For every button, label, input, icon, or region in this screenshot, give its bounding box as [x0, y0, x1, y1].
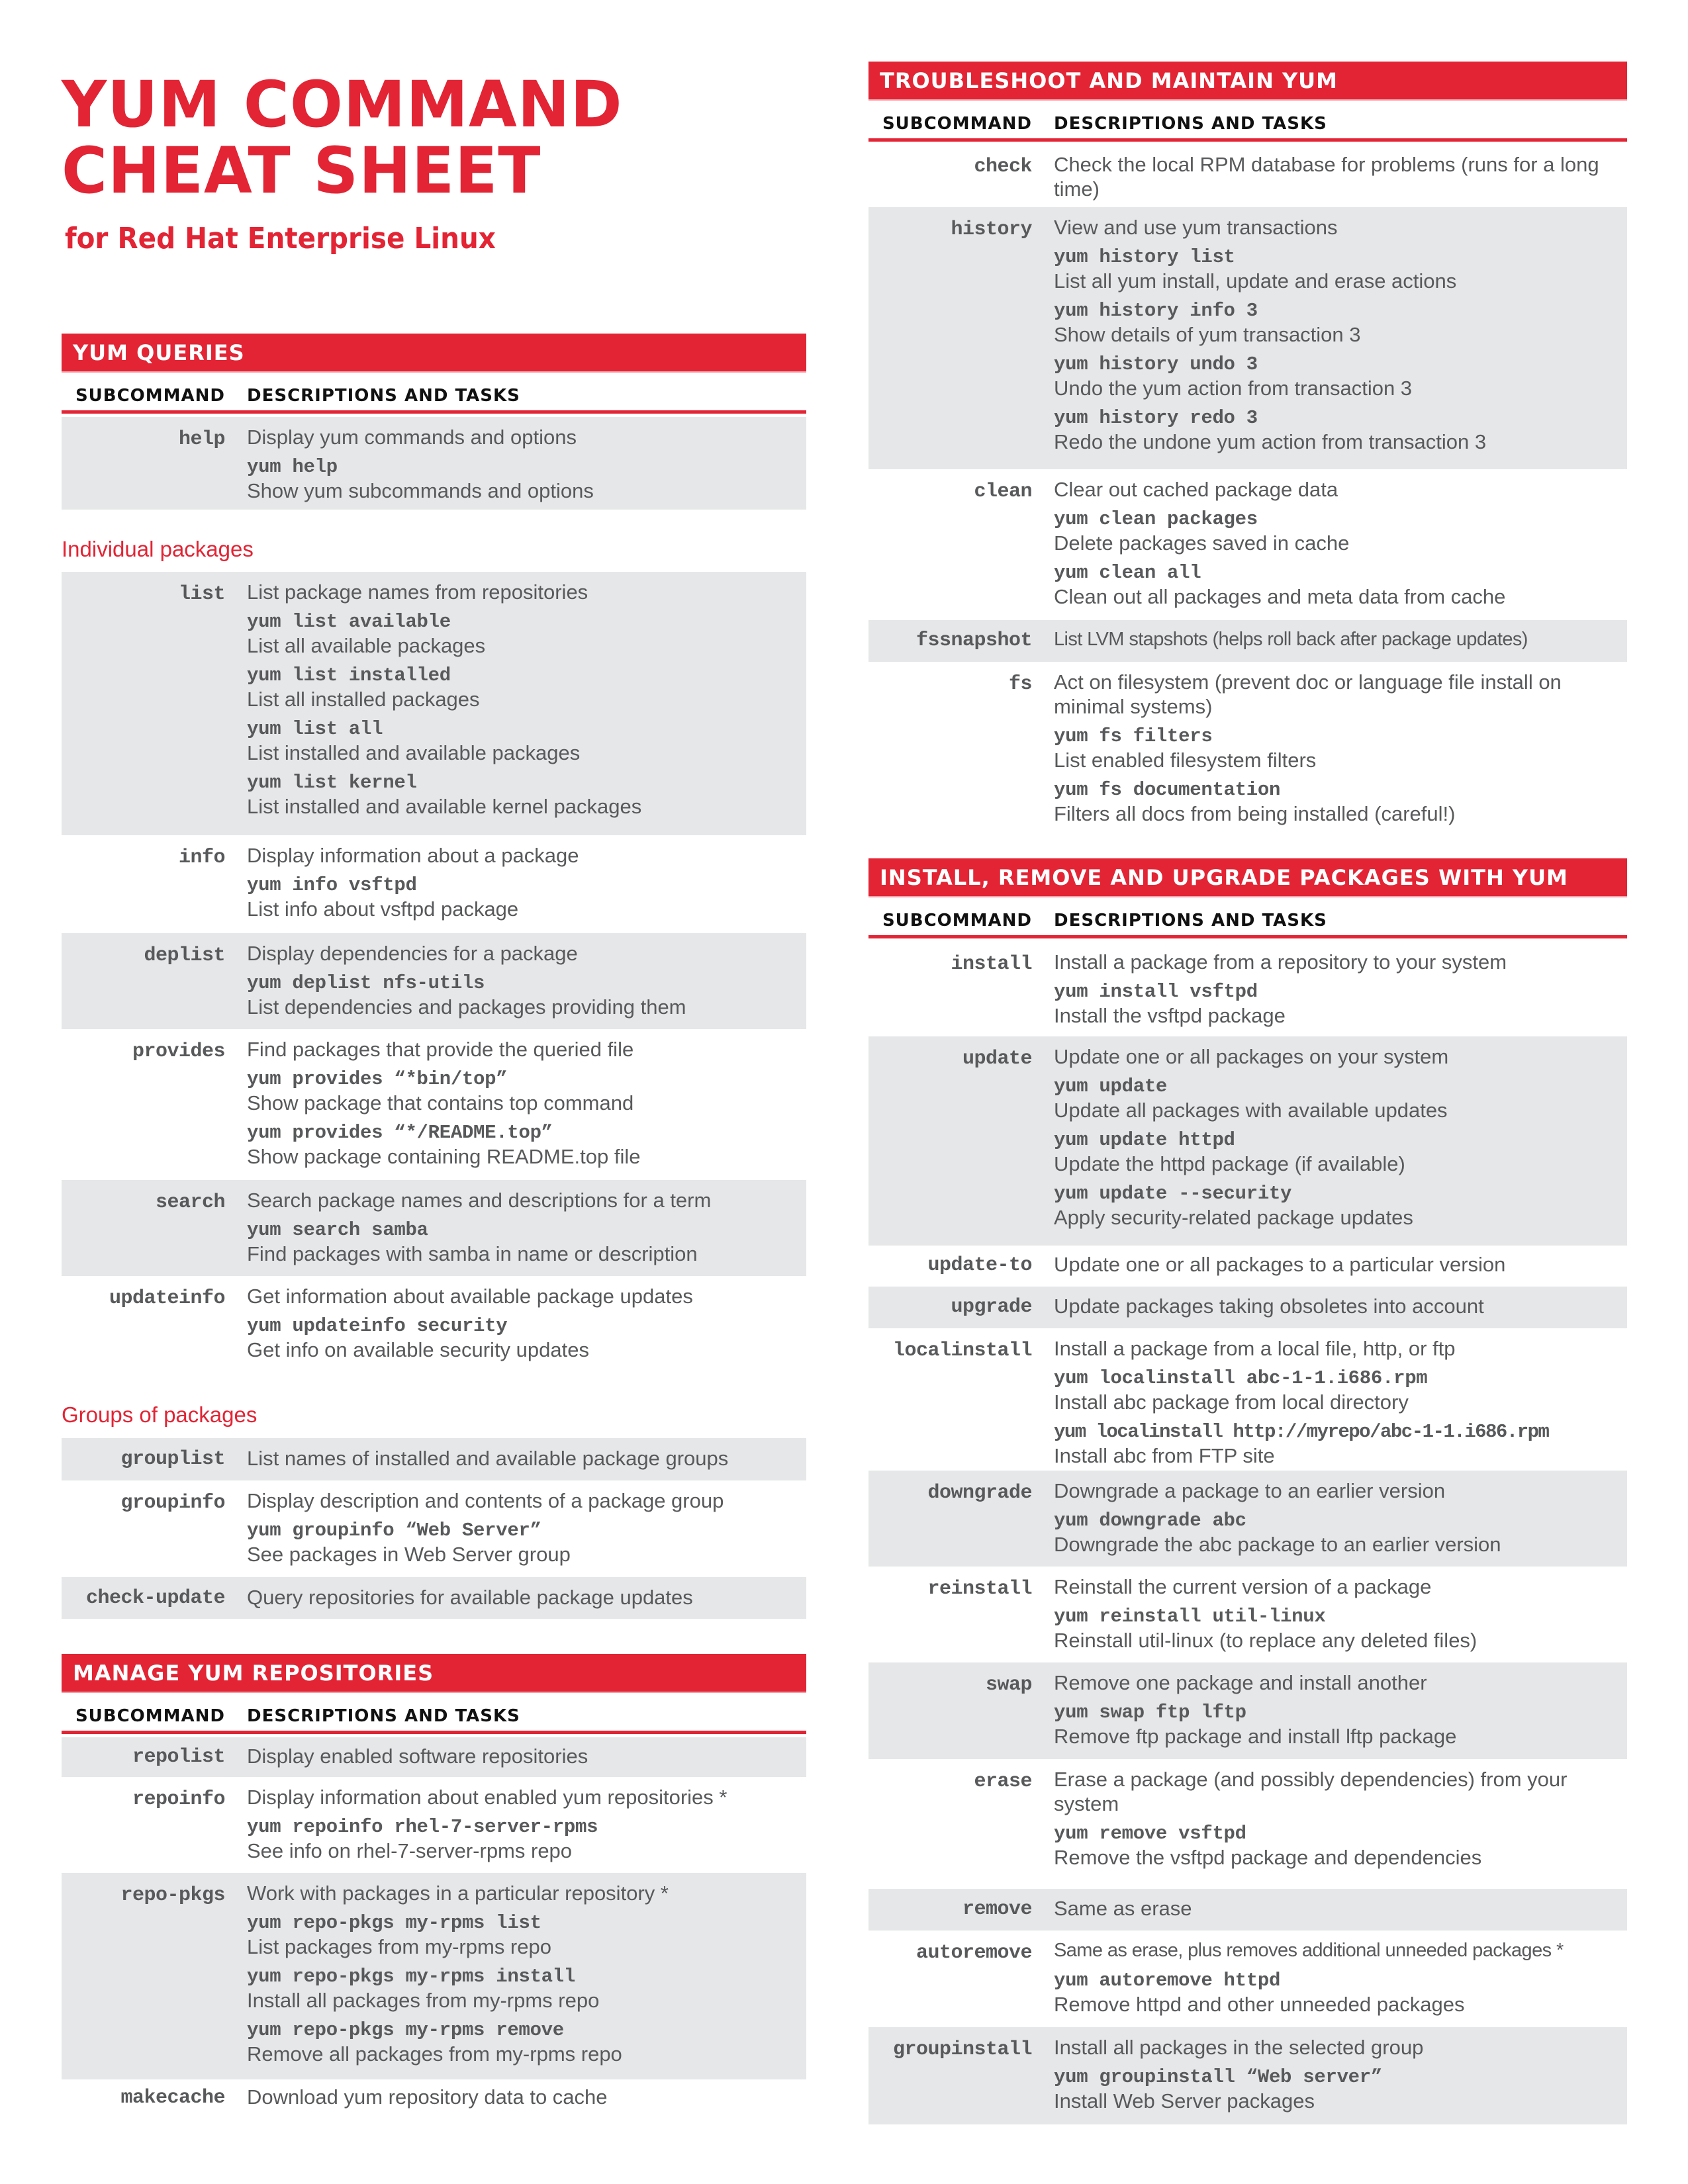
- example-description: Update all packages with available updates: [1054, 1099, 1448, 1122]
- example-description: Find packages with samba in name or description: [247, 1242, 698, 1265]
- example: [1054, 725, 1620, 772]
- example: [247, 1911, 800, 1959]
- example-description: List packages from my-rpms repo: [247, 1935, 551, 1958]
- description-text: Install a package from a repository to your system: [1054, 950, 1507, 974]
- table-row-fssnapshot: [868, 620, 1627, 662]
- example-description: See packages in Web Server group: [247, 1543, 571, 1566]
- subcommand: install: [951, 953, 1032, 976]
- table-row-update: [868, 1036, 1627, 1246]
- example-description: Remove ftp package and install lftp package: [1054, 1725, 1457, 1748]
- table-row-localinstall: [868, 1328, 1627, 1471]
- example-command: yum repo-pkgs my-rpms remove: [247, 2019, 564, 2041]
- description: [247, 425, 800, 503]
- example: [247, 717, 800, 765]
- example: [1054, 1969, 1620, 2017]
- example-description: Install abc package from local directory: [1054, 1390, 1409, 1414]
- subcommand: downgrade: [927, 1482, 1032, 1504]
- description-text: Query repositories for available package updates: [247, 1586, 693, 1609]
- example-description: Install abc from FTP site: [1054, 1444, 1275, 1467]
- description-text: Clear out cached package data: [1054, 478, 1338, 501]
- example-command: yum list all: [247, 718, 383, 740]
- example: [1054, 299, 1620, 347]
- table-row-grouplist: [62, 1438, 806, 1480]
- description: [1054, 2035, 1620, 2113]
- description-text: Find packages that provide the queried file: [247, 1038, 634, 1061]
- description-text: Update one or all packages to a particular version: [1054, 1253, 1506, 1276]
- example-command: yum reinstall util-linux: [1054, 1606, 1326, 1627]
- subcommand: groupinstall: [892, 2038, 1032, 2061]
- table-row-check-update: [62, 1577, 806, 1619]
- table-row-updateinfo: [62, 1276, 806, 1372]
- description: [1054, 1336, 1620, 1468]
- example-description: List info about vsftpd package: [247, 897, 519, 921]
- description-text: Display enabled software repositories: [247, 1745, 588, 1768]
- example-description: Show yum subcommands and options: [247, 479, 594, 502]
- example: [1054, 246, 1620, 293]
- example: [247, 1121, 800, 1169]
- section-yum-queries: [62, 334, 806, 414]
- example: [1054, 1509, 1620, 1557]
- description: [247, 941, 800, 1019]
- subcommand: deplist: [144, 944, 225, 967]
- example: [247, 1815, 800, 1863]
- description: [1054, 1479, 1620, 1557]
- example-command: yum groupinfo “Web Server”: [247, 1520, 541, 1541]
- subcommand: makecache: [120, 2087, 225, 2109]
- example: [247, 1965, 800, 2013]
- example-description: Get info on available security updates: [247, 1338, 589, 1361]
- example: [1054, 1605, 1620, 1653]
- example-description: See info on rhel-7-server-rpms repo: [247, 1839, 573, 1862]
- description-text: List names of installed and available package groups: [247, 1447, 729, 1470]
- column-header-subcommand: SUBCOMMAND: [75, 386, 225, 406]
- column-header-descriptions: DESCRIPTIONS AND TASKS: [247, 386, 520, 406]
- column-header-descriptions: DESCRIPTIONS AND TASKS: [247, 1706, 520, 1726]
- example: [1054, 980, 1620, 1028]
- section-title: MANAGE YUM REPOSITORIES: [62, 1654, 806, 1693]
- table-row-repolist: [62, 1737, 806, 1777]
- subcommand: list: [178, 583, 225, 606]
- example-description: Undo the yum action from transaction 3: [1054, 377, 1413, 400]
- page-subtitle: for Red Hat Enterprise Linux: [65, 222, 496, 255]
- description-text: Erase a package (and possibly dependencies) from your system: [1054, 1768, 1568, 1815]
- example-description: List installed and available kernel packages: [247, 795, 642, 818]
- example-description: Filters all docs from being installed (careful!): [1054, 802, 1456, 825]
- example: [247, 874, 800, 921]
- description: [247, 1446, 800, 1471]
- table-row-fs: [868, 662, 1627, 835]
- example-description: Reinstall util-linux (to replace any deleted files): [1054, 1629, 1477, 1652]
- title-line-1: YUM COMMAND: [62, 68, 623, 142]
- description: [1054, 152, 1620, 201]
- example: [1054, 1420, 1620, 1468]
- description: [1054, 1574, 1620, 1653]
- example: [247, 1519, 800, 1567]
- example-description: Clean out all packages and meta data from cache: [1054, 585, 1506, 608]
- subcommand: erase: [974, 1770, 1032, 1793]
- example-command: yum provides “*bin/top”: [247, 1068, 508, 1090]
- table-row-makecache: [62, 2079, 806, 2119]
- example-description: Redo the undone yum action from transaction 3: [1054, 430, 1487, 453]
- description: [1054, 1938, 1620, 2017]
- description: [247, 1188, 800, 1266]
- subcommand: groupinfo: [120, 1492, 225, 1514]
- subcommand: fs: [1008, 673, 1032, 696]
- description-text: Check the local RPM database for problems (runs for a long time): [1054, 153, 1599, 201]
- description-text: List LVM stapshots (helps roll back after package updates): [1054, 629, 1528, 650]
- example: [247, 1068, 800, 1115]
- table-row-provides: [62, 1029, 806, 1180]
- table-row-info: [62, 835, 806, 933]
- example-command: yum downgrade abc: [1054, 1510, 1246, 1531]
- title-line-2: CHEAT SHEET: [62, 134, 541, 208]
- example: [247, 610, 800, 658]
- description-text: Install all packages in the selected group: [1054, 2036, 1424, 2059]
- example-description: Apply security-related package updates: [1054, 1206, 1413, 1229]
- subheading-groups-of-packages: Groups of packages: [62, 1402, 258, 1427]
- section-title: TROUBLESHOOT AND MAINTAIN YUM: [868, 62, 1627, 101]
- example: [1054, 778, 1620, 826]
- description-text: List package names from repositories: [247, 580, 588, 604]
- description: [247, 843, 800, 921]
- example-description: Show details of yum transaction 3: [1054, 323, 1361, 346]
- description: [1054, 1252, 1620, 1277]
- table-header: [868, 897, 1627, 938]
- example: [1054, 353, 1620, 400]
- example-command: yum clean packages: [1054, 508, 1258, 530]
- subcommand: update-to: [927, 1254, 1032, 1277]
- table-row-repo-pkgs: [62, 1873, 806, 2079]
- example: [247, 1314, 800, 1362]
- subcommand: repo-pkgs: [120, 1884, 225, 1907]
- subcommand: grouplist: [120, 1448, 225, 1471]
- description-text: Remove one package and install another: [1054, 1671, 1427, 1694]
- table-row-groupinfo: [62, 1480, 806, 1577]
- section-title: YUM QUERIES: [62, 334, 806, 373]
- example-command: yum provides “*/README.top”: [247, 1122, 553, 1144]
- example-command: yum clean all: [1054, 562, 1201, 584]
- example-command: yum update --security: [1054, 1183, 1292, 1205]
- description-text: Install a package from a local file, http, or ftp: [1054, 1337, 1456, 1360]
- example-command: yum history list: [1054, 246, 1235, 268]
- table-row-erase: [868, 1759, 1627, 1889]
- example-command: yum help: [247, 456, 338, 478]
- example-description: List all available packages: [247, 634, 486, 657]
- example-command: yum update: [1054, 1075, 1168, 1097]
- example-command: yum updateinfo security: [247, 1315, 508, 1337]
- example-command: yum info vsftpd: [247, 874, 417, 896]
- description-text: Display information about a package: [247, 844, 579, 867]
- subcommand: autoremove: [915, 1942, 1032, 1964]
- description-text: Display yum commands and options: [247, 426, 577, 449]
- example-command: yum repo-pkgs my-rpms install: [247, 1966, 575, 1987]
- description-text: Reinstall the current version of a package: [1054, 1575, 1432, 1598]
- example-description: Downgrade the abc package to an earlier version: [1054, 1533, 1501, 1556]
- example-description: List all yum install, update and erase actions: [1054, 269, 1457, 293]
- example-command: yum swap ftp lftp: [1054, 1702, 1246, 1723]
- example: [1054, 508, 1620, 555]
- example-description: Remove all packages from my-rpms repo: [247, 2042, 622, 2066]
- example-description: Delete packages saved in cache: [1054, 531, 1350, 555]
- example-command: yum autoremove httpd: [1054, 1970, 1281, 1991]
- table-row-repoinfo: [62, 1777, 806, 1873]
- description-text: Downgrade a package to an earlier version: [1054, 1479, 1446, 1502]
- example-description: Update the httpd package (if available): [1054, 1152, 1405, 1175]
- description-text: Display dependencies for a package: [247, 942, 578, 965]
- example-command: yum install vsftpd: [1054, 981, 1258, 1003]
- subcommand: check-update: [85, 1587, 225, 1610]
- page-title: [62, 68, 623, 208]
- description: [247, 580, 800, 819]
- example: [1054, 1075, 1620, 1122]
- example: [1054, 1822, 1620, 1870]
- example: [247, 1218, 800, 1266]
- subcommand: remove: [962, 1898, 1032, 1921]
- description: [1054, 1670, 1620, 1749]
- example: [1054, 1182, 1620, 1230]
- table-row-autoremove: [868, 1931, 1627, 2027]
- example: [1054, 1367, 1620, 1414]
- description: [247, 1585, 800, 1610]
- example-description: Install all packages from my-rpms repo: [247, 1989, 600, 2012]
- description: [247, 1284, 800, 1362]
- example-description: Show package that contains top command: [247, 1091, 634, 1115]
- table-row-help: [62, 417, 806, 510]
- table-row-check: [868, 144, 1627, 207]
- description-text: View and use yum transactions: [1054, 216, 1338, 239]
- example-command: yum search samba: [247, 1219, 428, 1241]
- column-header-descriptions: DESCRIPTIONS AND TASKS: [1054, 114, 1327, 134]
- example: [247, 455, 800, 503]
- example-command: yum list kernel: [247, 772, 417, 794]
- example-command: yum list available: [247, 611, 451, 633]
- subcommand: check: [974, 156, 1032, 178]
- column-header-subcommand: SUBCOMMAND: [882, 911, 1032, 931]
- table-row-install: [868, 942, 1627, 1036]
- example-description: Show package containing README.top file: [247, 1145, 641, 1168]
- description-text: Update one or all packages on your system: [1054, 1045, 1449, 1068]
- subheading-individual-packages: Individual packages: [62, 537, 254, 561]
- description-text: Search package names and descriptions for a term: [247, 1189, 712, 1212]
- table-row-clean: [868, 469, 1627, 620]
- example-description: List installed and available packages: [247, 741, 581, 764]
- table-row-groupinstall: [868, 2027, 1627, 2124]
- example-description: Install Web Server packages: [1054, 2089, 1315, 2113]
- table-row-search: [62, 1180, 806, 1276]
- example: [1054, 561, 1620, 609]
- table-row-swap: [868, 1662, 1627, 1759]
- description: [1054, 1044, 1620, 1230]
- table-row-upgrade: [868, 1287, 1627, 1328]
- example: [247, 2019, 800, 2066]
- description-text: Display information about enabled yum repositories *: [247, 1786, 727, 1809]
- description: [247, 1037, 800, 1169]
- example-description: Install the vsftpd package: [1054, 1004, 1286, 1027]
- description-text: Display description and contents of a package group: [247, 1489, 724, 1512]
- table-row-deplist: [62, 933, 806, 1029]
- description: [247, 1488, 800, 1567]
- description: [247, 2085, 800, 2109]
- subcommand: reinstall: [927, 1578, 1032, 1600]
- description: [1054, 670, 1620, 826]
- example-description: List dependencies and packages providing them: [247, 995, 686, 1019]
- subcommand: localinstall: [892, 1340, 1032, 1362]
- section-install-remove-upgrade: [868, 858, 1627, 938]
- description: [1054, 1294, 1620, 1318]
- example: [1054, 1701, 1620, 1749]
- example-command: yum remove vsftpd: [1054, 1823, 1246, 1844]
- description-text: Act on filesystem (prevent doc or language file install on minimal systems): [1054, 670, 1562, 718]
- description: [1054, 477, 1620, 609]
- subcommand: fssnapshot: [915, 629, 1032, 652]
- description: [1054, 1896, 1620, 1921]
- table-row-remove: [868, 1889, 1627, 1931]
- description-text: Update packages taking obsoletes into account: [1054, 1295, 1484, 1318]
- description-text: Work with packages in a particular repository *: [247, 1882, 669, 1905]
- example: [247, 771, 800, 819]
- example-command: yum list installed: [247, 664, 451, 686]
- subcommand: search: [155, 1191, 225, 1214]
- description-text: Same as erase: [1054, 1897, 1192, 1920]
- example: [247, 972, 800, 1019]
- description-text: Same as erase, plus removes additional unneeded packages *: [1054, 1940, 1564, 1961]
- example: [1054, 2066, 1620, 2113]
- description-text: Download yum repository data to cache: [247, 2085, 608, 2109]
- example-description: List all installed packages: [247, 688, 480, 711]
- subcommand: provides: [132, 1040, 225, 1063]
- table-row-downgrade: [868, 1471, 1627, 1567]
- example-command: yum localinstall abc-1-1.i686.rpm: [1054, 1367, 1428, 1389]
- column-header-subcommand: SUBCOMMAND: [75, 1706, 225, 1726]
- description: [247, 1785, 800, 1863]
- example-command: yum repo-pkgs my-rpms list: [247, 1912, 541, 1934]
- table-header: [868, 101, 1627, 142]
- description: [1054, 950, 1620, 1028]
- example-command: yum deplist nfs-utils: [247, 972, 485, 994]
- table-row-reinstall: [868, 1567, 1627, 1662]
- subcommand: clean: [974, 480, 1032, 503]
- column-header-descriptions: DESCRIPTIONS AND TASKS: [1054, 911, 1327, 931]
- section-troubleshoot-maintain: [868, 62, 1627, 142]
- subcommand: swap: [985, 1674, 1032, 1696]
- example-command: yum fs documentation: [1054, 779, 1281, 801]
- example-command: yum history redo 3: [1054, 407, 1258, 429]
- example-description: Remove httpd and other unneeded packages: [1054, 1993, 1465, 2016]
- table-header: [62, 373, 806, 414]
- table-row-history: [868, 207, 1627, 469]
- table-header: [62, 1693, 806, 1734]
- subcommand: help: [178, 428, 225, 451]
- example: [1054, 1128, 1620, 1176]
- example-command: yum groupinstall “Web server”: [1054, 2066, 1382, 2088]
- description: [247, 1744, 800, 1768]
- example-command: yum update httpd: [1054, 1129, 1235, 1151]
- subcommand: repoinfo: [132, 1788, 225, 1811]
- section-title: INSTALL, REMOVE AND UPGRADE PACKAGES WITH YUM: [868, 858, 1627, 897]
- example-command: yum localinstall http://myrepo/abc-1-1.i686.rpm: [1054, 1421, 1549, 1443]
- subcommand: upgrade: [951, 1296, 1032, 1318]
- description: [1054, 1767, 1620, 1870]
- example-description: Remove the vsftpd package and dependencies: [1054, 1846, 1482, 1869]
- description: [1054, 627, 1620, 652]
- column-header-subcommand: SUBCOMMAND: [882, 114, 1032, 134]
- subcommand: info: [178, 846, 225, 869]
- section-manage-repositories: [62, 1654, 806, 1734]
- subcommand: updateinfo: [109, 1287, 225, 1310]
- description: [1054, 215, 1620, 454]
- subcommand: history: [951, 218, 1032, 241]
- description: [247, 1881, 800, 2066]
- example-command: yum fs filters: [1054, 725, 1213, 747]
- example: [1054, 406, 1620, 454]
- example-command: yum history undo 3: [1054, 353, 1258, 375]
- example-description: List enabled filesystem filters: [1054, 749, 1317, 772]
- description-text: Get information about available package updates: [247, 1285, 693, 1308]
- example-command: yum history info 3: [1054, 300, 1258, 322]
- example: [247, 664, 800, 711]
- example-command: yum repoinfo rhel-7-server-rpms: [247, 1816, 598, 1838]
- subcommand: update: [962, 1048, 1032, 1070]
- table-row-list: [62, 572, 806, 835]
- subcommand: repolist: [132, 1746, 225, 1768]
- table-row-update-to: [868, 1246, 1627, 1287]
